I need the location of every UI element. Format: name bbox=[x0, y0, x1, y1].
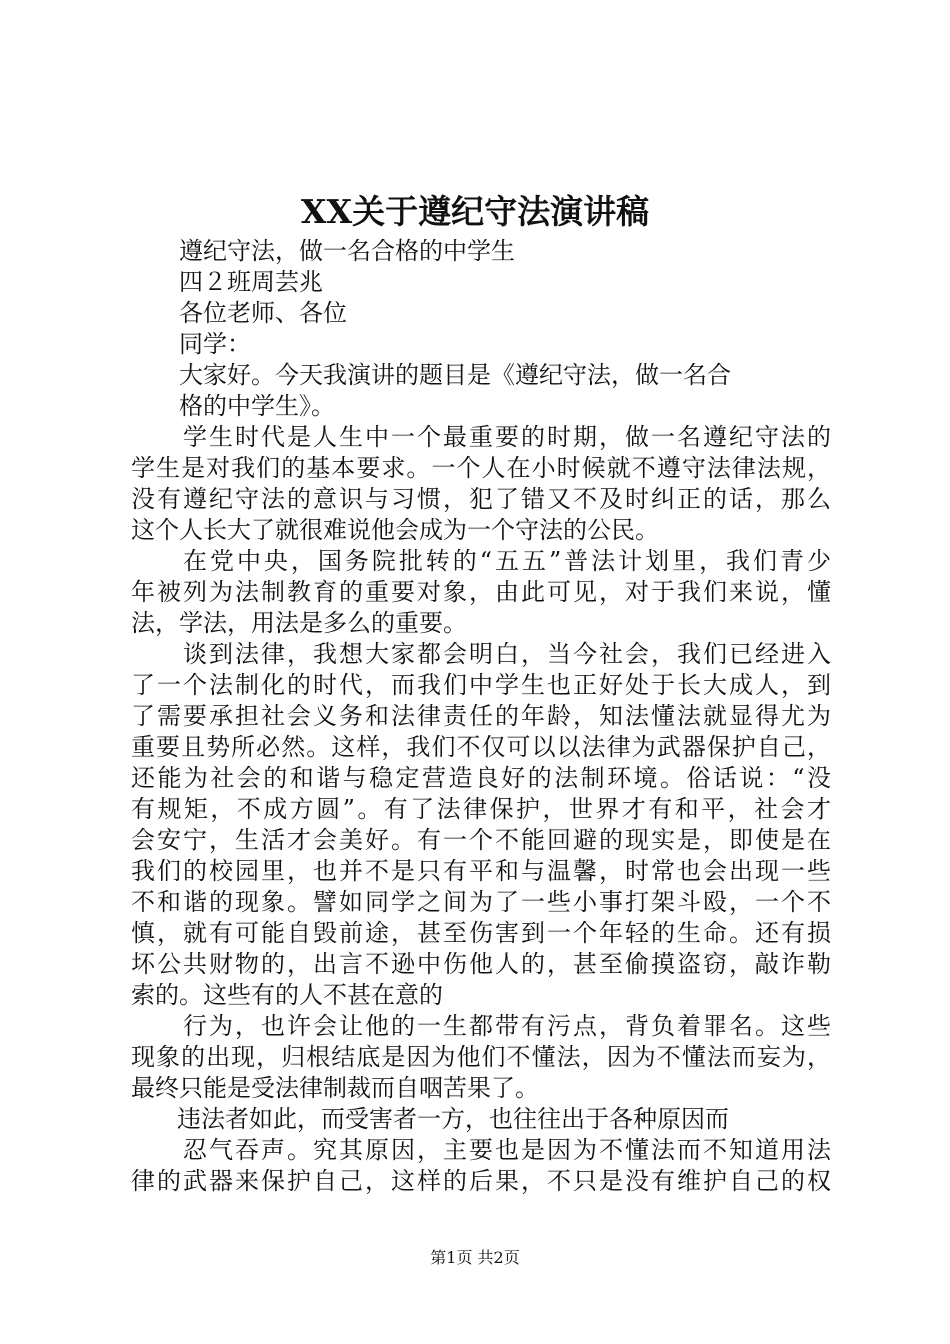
text-line: 学生是对我们的基本要求。一个人在小时候就不遵守法律法规， bbox=[131, 454, 831, 482]
text-line: 重要且势所必然。这样，我们不仅可以以法律为武器保护自己， bbox=[131, 733, 831, 761]
text-line: 各位老师、各位 bbox=[179, 299, 347, 327]
text-line: 大家好。今天我演讲的题目是《遵纪守法，做一名合 bbox=[179, 361, 731, 389]
text-line: 同学： bbox=[179, 330, 251, 358]
text-line: 现象的出现，归根结底是因为他们不懂法，因为不懂法而妄为， bbox=[131, 1043, 831, 1071]
text-line: 行为，也许会让他的一生都带有污点，背负着罪名。这些 bbox=[183, 1012, 831, 1040]
text-line: 坏公共财物的，出言不逊中伤他人的，甚至偷摸盗窃，敲诈勒 bbox=[131, 950, 831, 978]
page-number: 第1页 共2页 bbox=[430, 1248, 520, 1267]
text-line: 谈到法律，我想大家都会明白，当今社会，我们已经进入 bbox=[183, 640, 831, 668]
text-line: 法，学法，用法是多么的重要。 bbox=[131, 609, 467, 637]
text-line: 律的武器来保护自己，这样的后果，不只是没有维护自己的权 bbox=[131, 1167, 831, 1195]
text-line: 我们的校园里，也并不是只有平和与温馨，时常也会出现一些 bbox=[131, 857, 831, 885]
text-line: 学生时代是人生中一个最重要的时期，做一名遵纪守法的 bbox=[183, 423, 831, 451]
text-line: 格的中学生》。 bbox=[179, 392, 335, 420]
text-line: 四２班周芸兆 bbox=[179, 268, 323, 296]
text-line: 遵纪守法，做一名合格的中学生 bbox=[179, 237, 515, 265]
text-line: 了需要承担社会义务和法律责任的年龄，知法懂法就显得尤为 bbox=[131, 702, 831, 730]
text-line: 还能为社会的和谐与稳定营造良好的法制环境。俗话说：“没 bbox=[131, 764, 831, 792]
document-title: XX关于遵纪守法演讲稿 bbox=[300, 192, 650, 231]
text-line: 不和谐的现象。譬如同学之间为了一些小事打架斗殴，一个不 bbox=[131, 888, 831, 916]
text-line: 最终只能是受法律制裁而自咽苦果了。 bbox=[131, 1074, 539, 1102]
text-line: 会安宁，生活才会美好。有一个不能回避的现实是，即使是在 bbox=[131, 826, 831, 854]
text-line: 了一个法制化的时代，而我们中学生也正好处于长大成人，到 bbox=[131, 671, 831, 699]
text-line: 年被列为法制教育的重要对象，由此可见，对于我们来说，懂 bbox=[131, 578, 831, 606]
document-body bbox=[131, 236, 831, 1197]
text-line: 索的。这些有的人不甚在意的 bbox=[131, 981, 443, 1009]
text-line: 违法者如此，而受害者一方，也往往出于各种原因而 bbox=[177, 1105, 729, 1133]
text-line: 这个人长大了就很难说他会成为一个守法的公民。 bbox=[131, 516, 659, 544]
text-line: 有规矩，不成方圆”。有了法律保护，世界才有和平，社会才 bbox=[131, 795, 831, 823]
text-line: 忍气吞声。究其原因，主要也是因为不懂法而不知道用法 bbox=[183, 1136, 831, 1164]
text-line: 慎，就有可能自毁前途，甚至伤害到一个年轻的生命。还有损 bbox=[131, 919, 831, 947]
text-line: 没有遵纪守法的意识与习惯，犯了错又不及时纠正的话，那么 bbox=[131, 485, 831, 513]
text-line: 在党中央，国务院批转的“五五”普法计划里，我们青少 bbox=[183, 547, 831, 575]
